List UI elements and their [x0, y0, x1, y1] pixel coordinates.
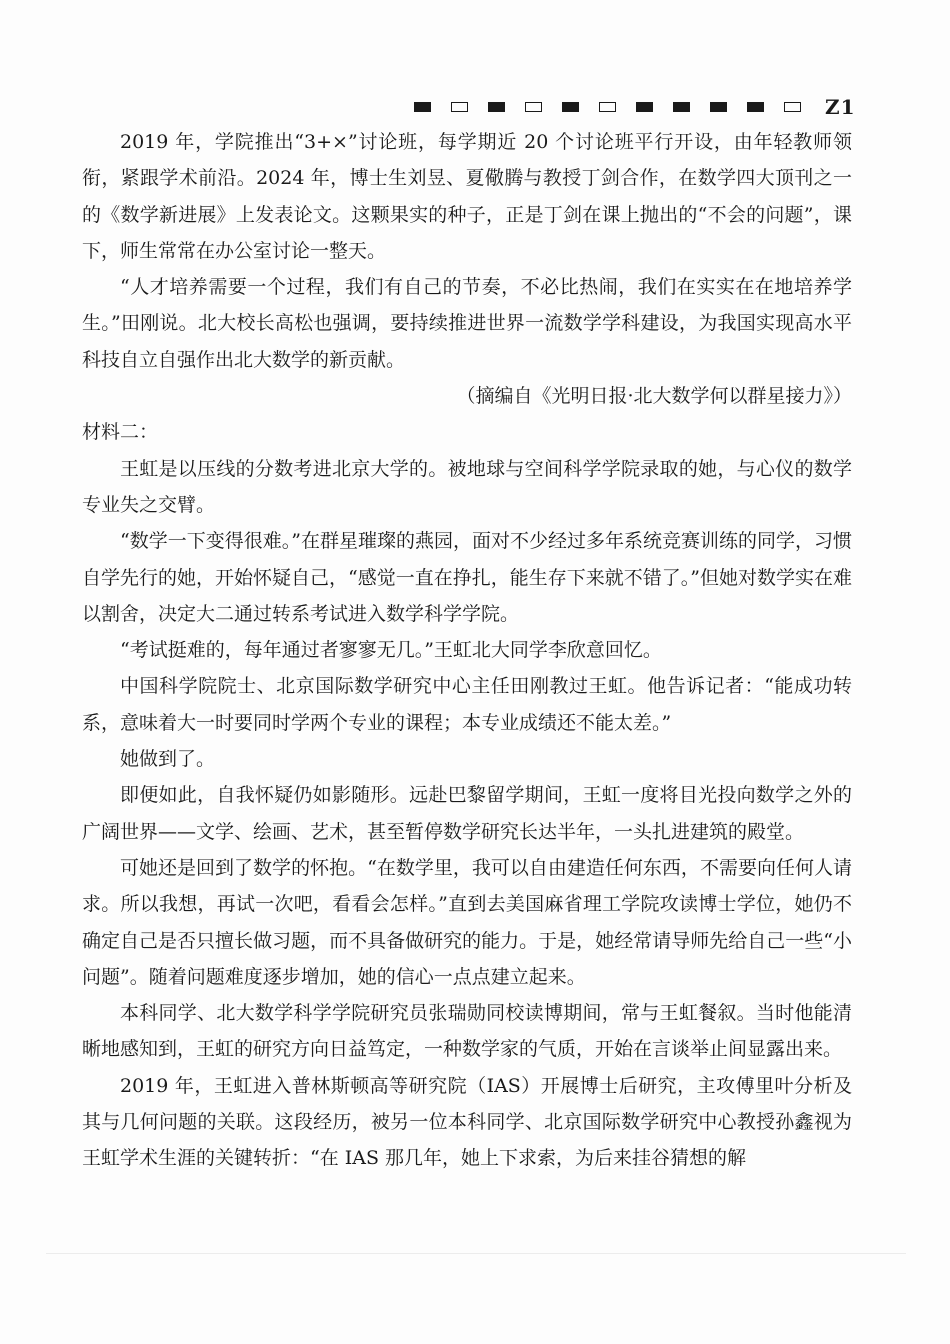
filled-square-marker: [673, 102, 690, 112]
filled-square-marker: [562, 102, 579, 112]
empty-square-marker: [784, 102, 801, 112]
page-label: Z1: [825, 95, 856, 119]
article-body: [82, 124, 852, 1177]
paragraph: 2019 年，王虹进入普林斯顿高等研究院（IAS）开展博士后研究，主攻傅里叶分析及其与几何问题的关联。这段经历，被另一位本科同学、北京国际数学研究中心教授孙鑫视为王虹学术生涯的关键转折：“在 IAS 那几年，她上下求索，为后来挂谷猜想的解: [82, 1074, 852, 1170]
filled-square-marker: [710, 102, 727, 112]
empty-square-marker: [599, 102, 616, 112]
paragraph: “考试挺难的，每年通过者寥寥无几。”王虹北大同学李欣意回忆。: [120, 639, 662, 662]
paragraph: 即便如此，自我怀疑仍如影随形。远赴巴黎留学期间，王虹一度将目光投向数学之外的广阔世界——文学、绘画、艺术，甚至暂停数学研究长达半年，一头扎进建筑的殿堂。: [82, 784, 852, 843]
section-heading: 材料二：: [82, 421, 159, 444]
filled-square-marker: [488, 102, 505, 112]
paragraph: 本科同学、北大数学科学学院研究员张瑞勋同校读博期间，常与王虹餐叙。当时他能清晰地感知到，王虹的研究方向日益笃定，一种数学家的气质，开始在言谈举止间显露出来。: [82, 1002, 852, 1061]
paragraph: 她做到了。: [120, 748, 216, 771]
empty-square-marker: [525, 102, 542, 112]
page-header: [414, 96, 856, 118]
paragraph: “数学一下变得很难。”在群星璀璨的燕园，面对不少经过多年系统竞赛训练的同学，习惯自学先行的她，开始怀疑自己，“感觉一直在挣扎，能生存下来就不错了。”但她对数学实在难以割舍，决定大二通过转系考试进入数学科学学院。: [82, 530, 852, 625]
source-citation: （摘编自《光明日报·北大数学何以群星接力》）: [456, 385, 852, 408]
paragraph: 可她还是回到了数学的怀抱。“在数学里，我可以自由建造任何东西，不需要向任何人请求。所以我想，再试一次吧，看看会怎样。”直到去美国麻省理工学院攻读博士学位，她仍不确定自己是否只擅长做习题，而不具备做研究的能力。于是，她经常请导师先给自己一些“小问题”。随着问题难度逐步增加，她的信心一点点建立起来。: [82, 856, 852, 988]
filled-square-marker: [414, 102, 431, 112]
page-divider: [46, 1253, 906, 1254]
paragraph: “人才培养需要一个过程，我们有自己的节奏，不必比热闹，我们在实实在在地培养学生。”田刚说。北大校长高松也强调，要持续推进世界一流数学学科建设，为我国实现高水平科技自立自强作出北大数学的新贡献。: [82, 276, 852, 371]
filled-square-marker: [747, 102, 764, 112]
paragraph: 2019 年，学院推出“3+×”讨论班，每学期近 20 个讨论班平行开设，由年轻教师领衔，紧跟学术前沿。2024 年，博士生刘昱、夏儆腾与教授丁剑合作，在数学四大顶刊之一的《数学新进展》上发表论文。这颗果实的种子，正是丁剑在课上抛出的“不会的问题”，课下，师生常常在办公室讨论一整天。: [82, 131, 852, 262]
paragraph: 王虹是以压线的分数考进北京大学的。被地球与空间科学学院录取的她，与心仪的数学专业失之交臂。: [82, 457, 852, 516]
empty-square-marker: [451, 102, 468, 112]
filled-square-marker: [636, 102, 653, 112]
paragraph: 中国科学院院士、北京国际数学研究中心主任田刚教过王虹。他告诉记者：“能成功转系，意味着大一时要同时学两个专业的课程；本专业成绩还不能太差。”: [82, 675, 852, 734]
